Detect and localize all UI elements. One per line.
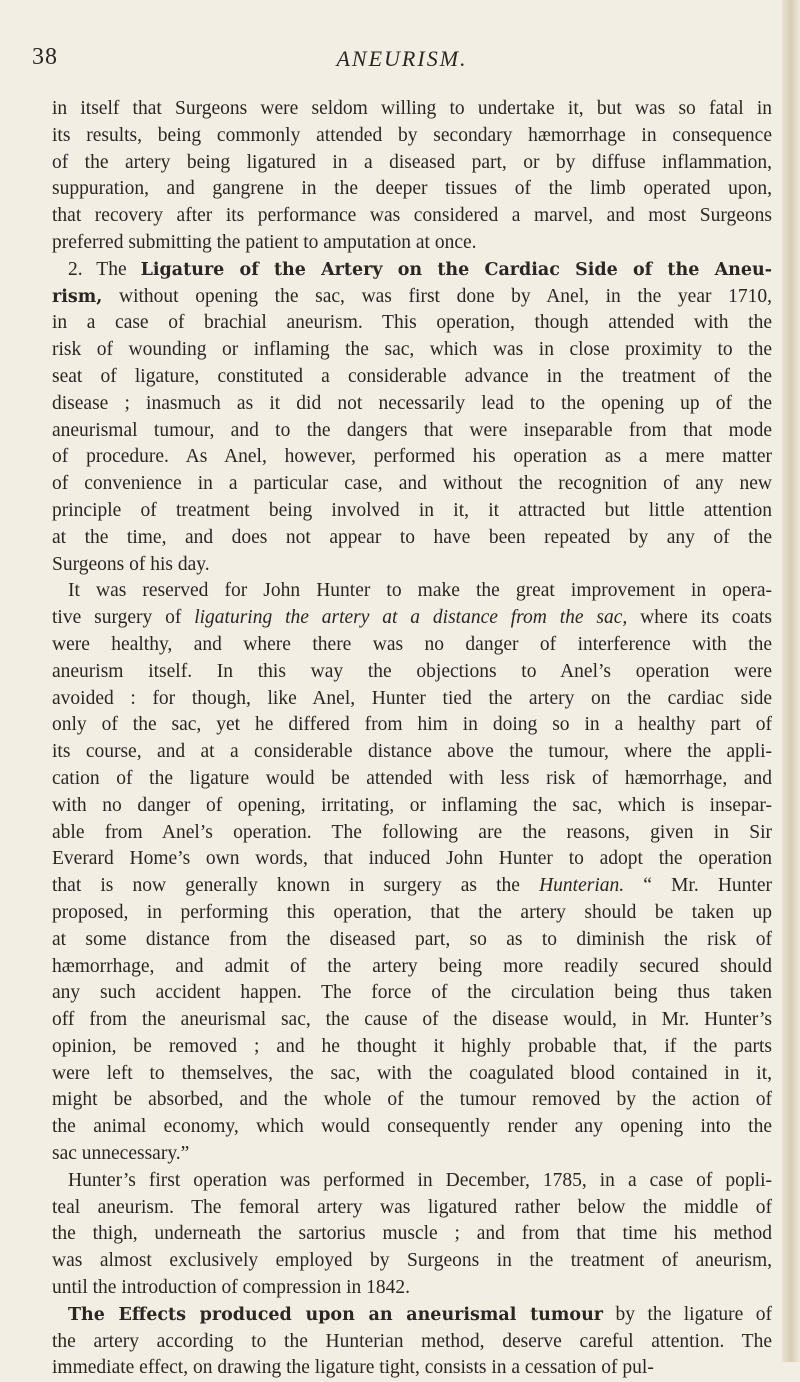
text-run: was almost exclusively employed by Surgeons in the treatment of aneurism, [52, 1250, 772, 1272]
text-run: that recovery after its performance was considered a marvel, and most Surgeons [52, 205, 772, 227]
text-run: seat of ligature, constituted a considerable advance in the treatment of the [52, 365, 772, 387]
text-run: at the time, and does not appear to have been repeated by any of the [52, 526, 772, 548]
text-line [52, 230, 772, 257]
text-line [52, 284, 772, 311]
text-line [52, 310, 772, 337]
text-run: of convenience in a particular case, and without the recognition of any new [52, 473, 772, 495]
text-run: teal aneurism. The femoral artery was ligatured rather below the middle of [52, 1196, 772, 1218]
text-line [52, 1141, 772, 1168]
text-run: only of the sac, yet he differed from him in doing so in a healthy part of [52, 714, 772, 736]
text-run: disease ; inasmuch as it did not necessarily lead to the opening up of the [52, 392, 772, 414]
text-run: immediate effect, on drawing the ligature tight, consists in a cessation of pul- [52, 1357, 654, 1379]
text-line [52, 552, 772, 579]
text-run: Surgeons of his day. [52, 553, 210, 575]
text-line [52, 1034, 772, 1061]
text-run: were left to themselves, the sac, with the coagulated blood contained in it, [52, 1062, 772, 1084]
text-line [52, 1302, 772, 1329]
text-run: It was reserved for John Hunter to make the great improvement in opera- [68, 580, 772, 602]
text-run: until the introduction of compression in 1842. [52, 1277, 410, 1299]
text-run: any such accident happen. The force of the circulation being thus taken [52, 982, 772, 1004]
text-line [52, 686, 772, 713]
text-line [52, 659, 772, 686]
italic-text: ligaturing the artery at a distance from the sac, [194, 607, 628, 629]
text-run: able from Anel’s operation. The following are the reasons, given in Sir [52, 821, 772, 843]
text-line [52, 257, 772, 284]
text-run: of procedure. As Anel, however, performed his operation as a mere matter [52, 446, 772, 468]
bold-heading: rism, [52, 286, 103, 307]
text-line [52, 873, 772, 900]
text-line [52, 1329, 772, 1356]
text-run: 2. The [68, 258, 141, 280]
text-run: avoided : for though, like Anel, Hunter tied the artery on the cardiac side [52, 687, 772, 709]
text-line [52, 123, 772, 150]
body-text [52, 96, 772, 1382]
text-line [52, 418, 772, 445]
bold-heading: Ligature of the Artery on the Cardiac Side of the Aneu- [140, 259, 772, 280]
bold-heading: The Effects produced upon an aneurismal tumour [68, 1304, 604, 1325]
text-line [52, 1275, 772, 1302]
text-line [52, 176, 772, 203]
text-run: might be absorbed, and the whole of the tumour removed by the action of [52, 1089, 772, 1111]
text-line [52, 846, 772, 873]
text-line [52, 1195, 772, 1222]
text-line [52, 1007, 772, 1034]
text-run: at some distance from the diseased part, so as to diminish the risk of [52, 928, 772, 950]
text-line [52, 820, 772, 847]
text-line [52, 337, 772, 364]
text-line [52, 498, 772, 525]
text-run: preferred submitting the patient to amputation at once. [52, 231, 477, 253]
text-run: Everard Home’s own words, that induced John Hunter to adopt the operation [52, 848, 772, 870]
text-run: cation of the ligature would be attended with less risk of hæmorrhage, and [52, 767, 772, 789]
text-run: hæmorrhage, and admit of the artery being more readily secured should [52, 955, 772, 977]
text-line [52, 605, 772, 632]
text-line [52, 766, 772, 793]
text-line [52, 1221, 772, 1248]
text-run: with no danger of opening, irritating, or inflaming the sac, which is insepar- [52, 794, 772, 816]
text-run: aneurismal tumour, and to the dangers that were inseparable from that mode [52, 419, 772, 441]
text-run: the thigh, underneath the sartorius muscle ; and from that time his method [52, 1223, 772, 1245]
text-line [52, 150, 772, 177]
text-run: in a case of brachial aneurism. This operation, though attended with the [52, 312, 772, 334]
text-line [52, 712, 772, 739]
text-line [52, 954, 772, 981]
text-line [52, 1087, 772, 1114]
text-run: its results, being commonly attended by secondary hæmorrhage in consequence [52, 124, 772, 146]
text-line [52, 1168, 772, 1195]
text-line [52, 1114, 772, 1141]
page-number: 38 [32, 44, 58, 70]
text-run: where its coats [627, 607, 772, 629]
text-line [52, 980, 772, 1007]
text-line [52, 391, 772, 418]
text-run: in itself that Surgeons were seldom willing to undertake it, but was so fatal in [52, 98, 772, 119]
text-run: suppuration, and gangrene in the deeper tissues of the limb operated upon, [52, 178, 772, 200]
text-line [52, 444, 772, 471]
text-line [52, 1248, 772, 1275]
text-run: tive surgery of [52, 607, 195, 629]
text-line [52, 632, 772, 659]
text-line [52, 364, 772, 391]
text-line [52, 793, 772, 820]
text-run: Hunter’s first operation was performed in December, 1785, in a case of popli- [68, 1169, 772, 1191]
text-run: principle of treatment being involved in it, it attracted but little attention [52, 499, 772, 521]
text-run: sac unnecessary.” [52, 1143, 190, 1165]
text-line [52, 525, 772, 552]
text-run: off from the aneurismal sac, the cause of the disease would, in Mr. Hunter’s [52, 1009, 772, 1031]
text-run: aneurism itself. In this way the objections to Anel’s operation were [52, 660, 772, 682]
text-run: that is now generally known in surgery as the [52, 875, 540, 897]
text-run: by the ligature of [603, 1303, 772, 1325]
text-run: its course, and at a considerable distance above the tumour, where the appli- [52, 741, 772, 763]
page-edge [782, 0, 800, 1362]
running-title: ANEURISM. [336, 46, 468, 71]
text-line [52, 1061, 772, 1088]
text-run: risk of wounding or inflaming the sac, which was in close proximity to the [52, 339, 772, 361]
text-line [52, 900, 772, 927]
text-run: without opening the sac, was first done by Anel, in the year 1710, [102, 285, 772, 307]
text-run: of the artery being ligatured in a diseased part, or by diffuse inflammation, [52, 151, 772, 173]
text-line [52, 471, 772, 498]
text-line [52, 578, 772, 605]
text-run: opinion, be removed ; and he thought it highly probable that, if the parts [52, 1035, 772, 1057]
text-run: “ Mr. Hunter [624, 875, 772, 897]
text-line [52, 1355, 772, 1382]
text-run: the artery according to the Hunterian method, deserve careful attention. The [52, 1330, 772, 1352]
text-line [52, 203, 772, 230]
text-run: proposed, in performing this operation, that the artery should be taken up [52, 901, 772, 923]
text-line [52, 927, 772, 954]
text-run: were healthy, and where there was no danger of interference with the [52, 633, 772, 655]
text-run: the animal economy, which would consequently render any opening into the [52, 1116, 772, 1138]
italic-text: Hunterian. [539, 875, 625, 897]
text-line [52, 739, 772, 766]
text-line [52, 96, 772, 123]
page-header [32, 44, 772, 74]
